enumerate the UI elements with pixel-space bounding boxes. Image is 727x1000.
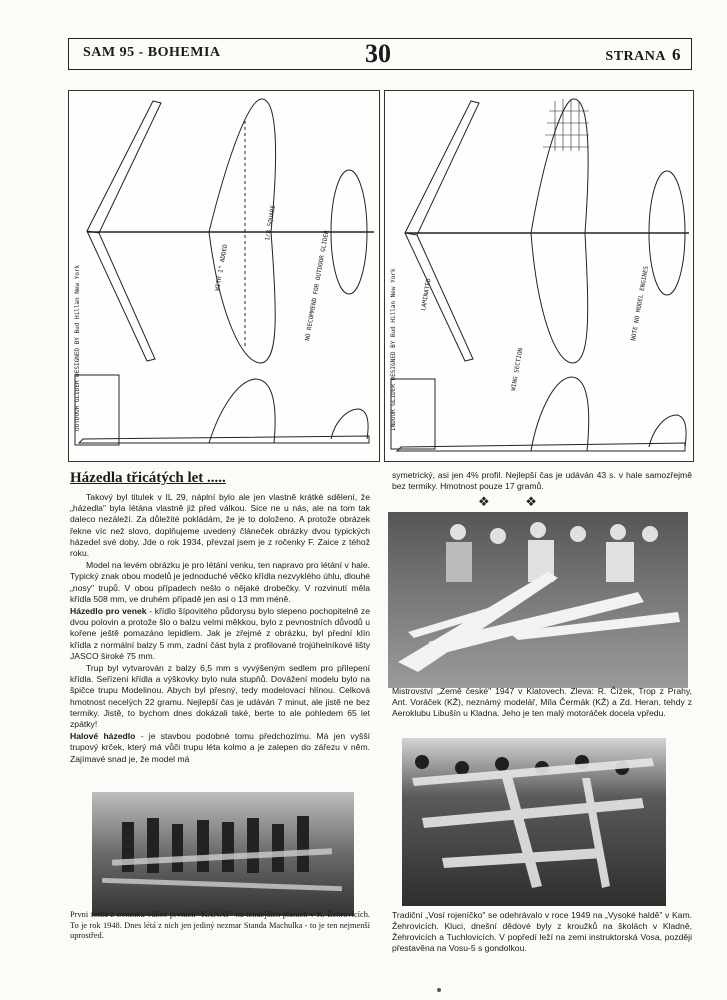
- issue-number: 30: [365, 39, 391, 68]
- drawing-title-box: OUTDOOR GLIDER DESIGNED BY Bud Hillan New York: [74, 264, 81, 431]
- paragraph-1: Takový byl titulek v IL 29, náplní bylo ale jen vlastně krátké sdělení, že „házedla" byla létána vlastně již před válkou. Sice ne u nás, ale na tom tak daleco nezáleží. Za důležité pokládám, že je to doloženo. A protože obrázek řekne víc než slovo, doplňujeme uvedený článeček obrázky dvou typických házedel své doby. Jde o rok 1934, převzal jsem je z ročenky F. Zaice z téhož roku.: [70, 492, 370, 559]
- indoor-glider-drawing: [384, 90, 694, 462]
- article-title: Házedla třicátých let .....: [70, 470, 226, 486]
- outdoor-glider-drawing: [68, 90, 380, 462]
- drawing-notes: NO RECOMMEND FOR OUTDOOR GLIDER: [304, 229, 331, 342]
- drawing-note-lower: WITH 1" ADDED: [214, 243, 230, 292]
- photo-klatovy-image: [388, 512, 688, 688]
- drawing-note-lower: LAMINATED: [420, 278, 433, 312]
- photo-kanata-training: [92, 792, 354, 916]
- paragraph-2: Model na levém obrázku je pro létání venku, ten napravo pro létání v hale. Typický znak obou modelů je jednoduché věčko křídla nezvyklého úhlu, dlouhé „nosy" trupů. V obou případech nešlo o nějaké drobečky. V rozvinutí měla křídla 508 mm, ve druhém případě jen asi o 13 mm méně.: [70, 560, 371, 604]
- page-header: [68, 38, 692, 70]
- page-marker: [437, 988, 441, 992]
- section-divider: ❖ ❖: [478, 494, 553, 509]
- caption-right-photo-1: Mistrovství „Země české" 1947 v Klatovech. Zleva: R. Čížek, Trop z Prahy, Ant. Voráček (KŽ), neznámý modelář, Míla Čermák (KŽ) a Zd. Heran, tehdy z Aeroklubu Libušín u Kladna. Jeho je ten malý motoráček docela vpředu.: [392, 686, 692, 718]
- photo-kanata-image: [92, 792, 354, 916]
- page-label: STRANA: [605, 49, 666, 64]
- magazine-title: SAM 95 - BOHEMIA: [83, 45, 221, 60]
- indoor-glider-heading: Halové házedlo: [70, 731, 136, 742]
- photo-klatovy-1947: [388, 512, 688, 688]
- page-number: 6: [672, 45, 681, 64]
- drawing-wing-label: 1/8 SQUARE: [264, 204, 278, 242]
- article-left-column: [70, 492, 370, 766]
- photo-vosi-image: [402, 738, 666, 906]
- outdoor-glider-heading: Házedlo pro venek: [70, 606, 147, 617]
- photo-vosi-rojenicko: [402, 738, 666, 906]
- drawing-wing-label: WING SECTION: [510, 347, 525, 392]
- indoor-glider-plan: [385, 91, 693, 461]
- paragraph-3: Házedlo pro venek - křídlo šípovitého půdorysu bylo slepeno pochopitelně ze dvou polovin a protože šlo o balzu velmi měkkou, bylo z pevnostních důvodů u kořene ještě pomazáno lepidlem. Jak je zřejmé z obrázku, byl přední klín křídla z normální balzy 5 mm, zadní část byla z profilované trojúhelníkové lišty JASCO široké 75 mm.: [70, 606, 370, 661]
- paragraph-4: Trup byl vytvarován z balzy 6,5 mm s vyvýšeným sedlem pro přilepení křídla. Seřízení křídla a výškovky bylo nula stupňů. Dovážení modelu bylo na špičce trupu Modelinou. Abych byl přesný, tedy modelovací hlínou. Celková hmotnost necelých 22 gramu. Nejlepší čas je udáván 7 minut, ale jistě ne bez termiky. Jistě, to bychom dnes dokázali také, berte to ale pohledem 65 let zpátky!: [70, 663, 370, 730]
- paragraph-5: Halové házedlo - je stavbou podobné tomu předchozímu. Má jen vyšší trupový krček, který má vůči trupu léta kolmo a je zalepen do zářezu v něm. Zajímavé snad je, že model má: [70, 731, 371, 764]
- article-continuation: symetrický, asi jen 4% profil. Nejlepší čas je udáván 43 s. v hale samozřejmě bez termiky. Hmotnost pouze 17 gramů.: [392, 470, 692, 492]
- caption-left-photo: Prvni fotka z tréninku vůbec prvních "KAŇAT" na tehdejších pláních v K. Žehrovicích. To je rok 1948. Dnes létá z nich jen jediný nezmar Standa Machulka - to je ten nejmenší uprostřed.: [70, 910, 370, 940]
- drawing-notes: NOTE NO MODEL ENGINES: [630, 265, 651, 342]
- page-indicator: [605, 45, 681, 65]
- outdoor-glider-plan: [69, 91, 379, 461]
- drawing-title-box: INDOOR GLIDER DESIGNED BY Bud Hillan New York: [390, 268, 397, 431]
- caption-right-photo-2: Tradiční „Vosí rojeníčko" se odehrávalo v roce 1949 na „Vysoké haldě" v Kam. Žehrovicích. Kluci, dnešní dědové byly z kroužků na školách v Kladně, Žehrovicích a Tuchlovicích. V popředí leží na zemi instruktorská Vosa, později přestavěna na Vosu-5 s gondolkou.: [392, 910, 692, 953]
